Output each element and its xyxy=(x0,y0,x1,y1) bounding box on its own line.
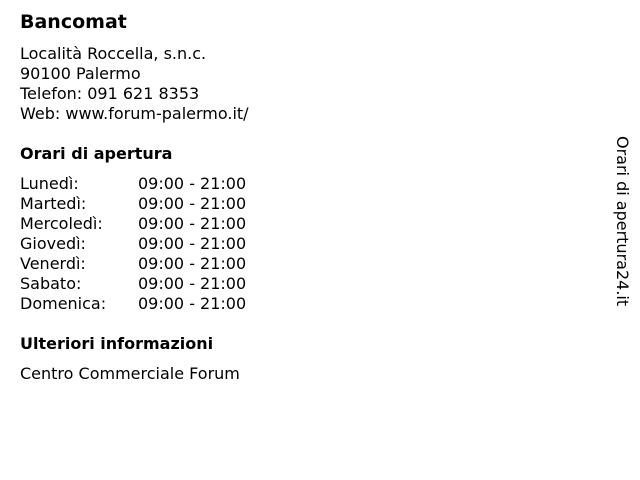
time-range: 09:00 - 21:00 xyxy=(138,194,247,213)
day-label: Giovedì: xyxy=(20,234,86,253)
time-range: 09:00 - 21:00 xyxy=(138,234,247,253)
opening-hours-heading: Orari di apertura xyxy=(20,144,173,163)
phone-number: Telefon: 091 621 8353 xyxy=(20,84,200,103)
time-range: 09:00 - 21:00 xyxy=(138,274,247,293)
hours-row-saturday xyxy=(20,274,280,294)
opening-hours-table xyxy=(20,174,280,314)
day-label: Martedì: xyxy=(20,194,87,213)
hours-row-tuesday xyxy=(20,194,280,214)
hours-row-friday xyxy=(20,254,280,274)
day-label: Venerdì: xyxy=(20,254,86,273)
day-label: Mercoledì: xyxy=(20,214,103,233)
hours-row-sunday xyxy=(20,294,280,314)
time-range: 09:00 - 21:00 xyxy=(138,174,247,193)
more-info-text: Centro Commerciale Forum xyxy=(20,364,240,383)
more-info-heading: Ulteriori informazioni xyxy=(20,334,214,353)
address-block xyxy=(20,44,249,124)
day-label: Lunedì: xyxy=(20,174,79,193)
day-label: Domenica: xyxy=(20,294,107,313)
time-range: 09:00 - 21:00 xyxy=(138,214,247,233)
hours-row-wednesday xyxy=(20,214,280,234)
place-name: Bancomat xyxy=(20,11,127,33)
time-range: 09:00 - 21:00 xyxy=(138,254,247,273)
address-city: 90100 Palermo xyxy=(20,64,141,83)
time-range: 09:00 - 21:00 xyxy=(138,294,247,313)
day-label: Sabato: xyxy=(20,274,82,293)
website: Web: www.forum-palermo.it/ xyxy=(20,104,249,123)
brand-watermark: Orari di apertura24.it xyxy=(613,136,632,307)
address-street: Località Roccella, s.n.c. xyxy=(20,44,207,63)
hours-row-monday xyxy=(20,174,280,194)
hours-row-thursday xyxy=(20,234,280,254)
